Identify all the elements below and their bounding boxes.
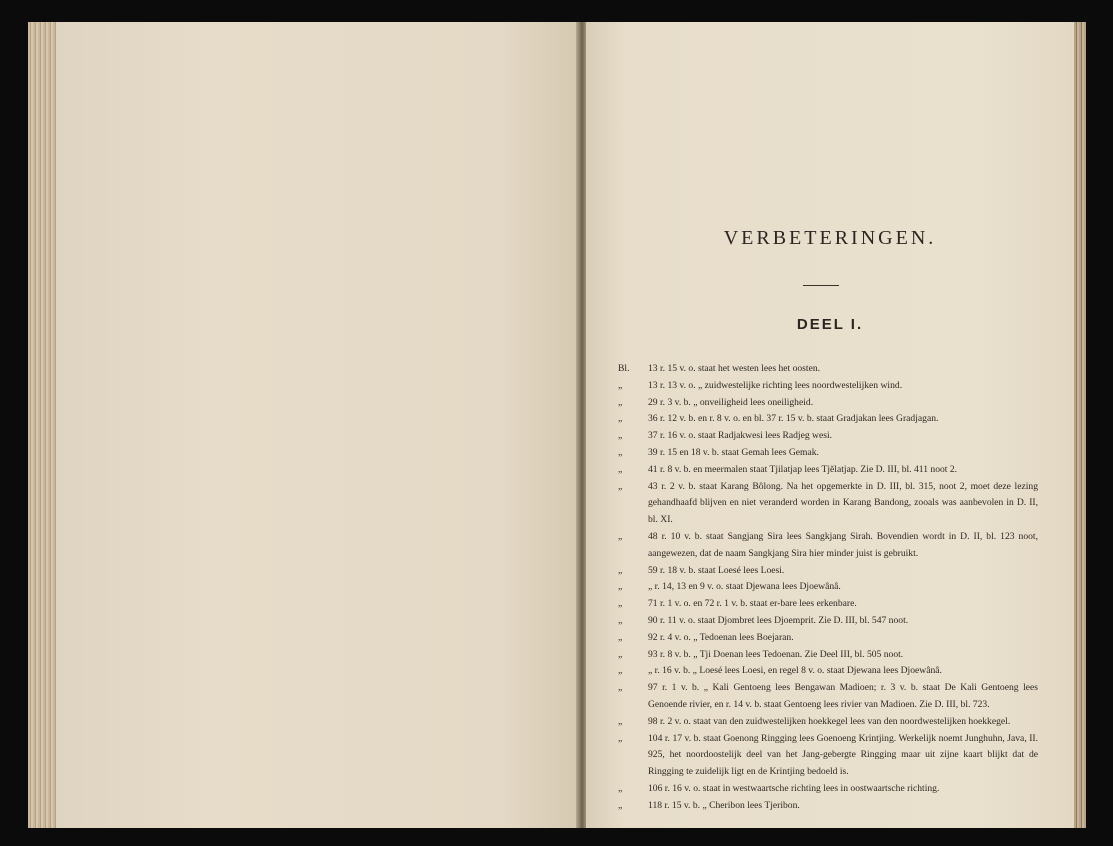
title-divider — [803, 285, 839, 286]
page-title: VERBETERINGEN. — [723, 227, 937, 249]
entry-marker: „ — [618, 446, 623, 458]
entry-marker: „ — [618, 581, 623, 593]
entry-text: 36 r. 12 v. b. en r. 8 v. o. en bl. 37 r. 15 v. b. staat Gradjakan lees Gradjagan. — [648, 413, 939, 425]
correction-entry — [618, 663, 1038, 680]
entry-marker: „ — [618, 430, 623, 442]
entry-marker: „ — [618, 480, 623, 492]
entry-marker: „ — [618, 379, 623, 391]
correction-entry — [618, 529, 1038, 563]
correction-entry — [618, 445, 1038, 462]
correction-entry — [618, 361, 1038, 378]
entry-marker: „ — [618, 396, 623, 408]
entry-text: 37 r. 16 v. o. staat Radjakwesi lees Radjeg wesi. — [648, 430, 833, 442]
entry-marker: „ — [618, 463, 623, 475]
correction-entry — [618, 378, 1038, 395]
entry-text: 59 r. 18 v. b. staat Loesé lees Loesi. — [648, 564, 785, 576]
entry-text: 41 r. 8 v. b. en meermalen staat Tjilatjap lees Tjĕlatjap. Zie D. III, bl. 411 noot 2. — [648, 463, 958, 475]
entry-text: „ r. 16 v. b. „ Loesé lees Loesi, en regel 8 v. o. staat Djewana lees Djoewânâ. — [648, 665, 942, 677]
correction-entry — [618, 680, 1038, 714]
correction-entry — [618, 714, 1038, 731]
correction-entry — [618, 798, 1038, 815]
entry-marker: „ — [618, 782, 623, 794]
left-page-edges — [28, 22, 58, 828]
entry-marker: „ — [618, 614, 623, 626]
correction-entry — [618, 781, 1038, 798]
correction-entry — [618, 647, 1038, 664]
entry-text: 98 r. 2 v. o. staat van den zuidwestelijken hoekkegel lees van den noordwestelijken hoekkegel. — [648, 715, 1011, 727]
book-spread — [28, 22, 1086, 828]
left-page-blank — [56, 22, 578, 828]
corrections-list — [618, 361, 1038, 815]
entry-text: 43 r. 2 v. b. staat Karang Bôlong. Na het opgemerkte in D. III, bl. 315, noot 2, moet deze lezing gehandhaafd blijven en niet veranderd worden in Karang Bandong, zooals was aanbevolen in D. II, bl. XI. — [648, 480, 1038, 526]
section-title: DEEL I. — [796, 316, 864, 333]
entry-text: 48 r. 10 v. b. staat Sangjang Sira lees Sangkjang Sirah. Bovendien wordt in D. II, bl. 123 noot, aangewezen, dat de naam Sangkjang Sira hier minder juist is gebruikt. — [648, 530, 1038, 559]
entry-text: 118 r. 15 v. b. „ Cheribon lees Tjeribon. — [648, 799, 800, 811]
entry-marker: „ — [618, 564, 623, 576]
correction-entry — [618, 411, 1038, 428]
correction-entry — [618, 731, 1038, 781]
entry-marker: „ — [618, 631, 623, 643]
correction-entry — [618, 395, 1038, 412]
entry-marker: „ — [618, 715, 623, 727]
right-page-edges — [1074, 22, 1086, 828]
entry-marker: „ — [618, 648, 623, 660]
correction-entry — [618, 428, 1038, 445]
correction-entry — [618, 630, 1038, 647]
right-page — [586, 22, 1074, 828]
correction-entry — [618, 563, 1038, 580]
correction-entry — [618, 479, 1038, 529]
correction-entry — [618, 596, 1038, 613]
entry-text: 13 r. 13 v. o. „ zuidwestelijke richting lees noordwestelijken wind. — [648, 379, 903, 391]
correction-entry — [618, 613, 1038, 630]
entry-marker: „ — [618, 799, 623, 811]
entry-text: 13 r. 15 v. o. staat het westen lees het oosten. — [648, 363, 821, 374]
entry-marker: „ — [618, 530, 623, 542]
entry-marker: „ — [618, 598, 623, 610]
entry-text: 104 r. 17 v. b. staat Goenong Ringging lees Goenoeng Krintjing. Werkelijk noemt Junghuhn, Java, II. 925, het noordoostelijk deel van het Jang-gebergte Ringging maar uit zijne kaart blijkt dat de Ringging te zuidelijk ligt en de Krintjing bedoeld is. — [648, 732, 1038, 778]
entry-text: 92 r. 4 v. o. „ Tedoenan lees Boejaran. — [648, 631, 794, 643]
entry-text: 97 r. 1 v. b. „ Kali Gentoeng lees Bengawan Madioen; r. 3 v. b. staat De Kali Gentoeng lees Genoende rivier, en r. 14 v. b. staat Gentoeng lees rivier van Madioen. Zie D. III, bl. 723. — [648, 682, 1038, 710]
entry-text: 106 r. 16 v. o. staat in westwaartsche richting lees in oostwaartsche richting. — [648, 782, 940, 794]
correction-entry — [618, 579, 1038, 596]
entry-text: 29 r. 3 v. b. „ onveiligheid lees oneiligheid. — [648, 396, 814, 408]
entry-text: 71 r. 1 v. o. en 72 r. 1 v. b. staat er-bare lees erkenbare. — [648, 598, 857, 610]
entry-marker: „ — [618, 413, 623, 425]
entry-marker: „ — [618, 665, 623, 677]
entry-text: „ r. 14, 13 en 9 v. o. staat Djewana lees Djoewânâ. — [648, 581, 841, 593]
correction-entry — [618, 462, 1038, 479]
entry-text: 90 r. 11 v. o. staat Djombret lees Djoemprit. Zie D. III, bl. 547 noot. — [648, 614, 909, 626]
entry-text: 93 r. 8 v. b. „ Tji Doenan lees Tedoenan. Zie Deel III, bl. 505 noot. — [648, 648, 904, 660]
entry-text: 39 r. 15 en 18 v. b. staat Gemah lees Gemak. — [648, 446, 819, 458]
entry-marker: „ — [618, 732, 623, 744]
entry-marker: Bl. — [618, 363, 630, 374]
entry-marker: „ — [618, 682, 623, 694]
